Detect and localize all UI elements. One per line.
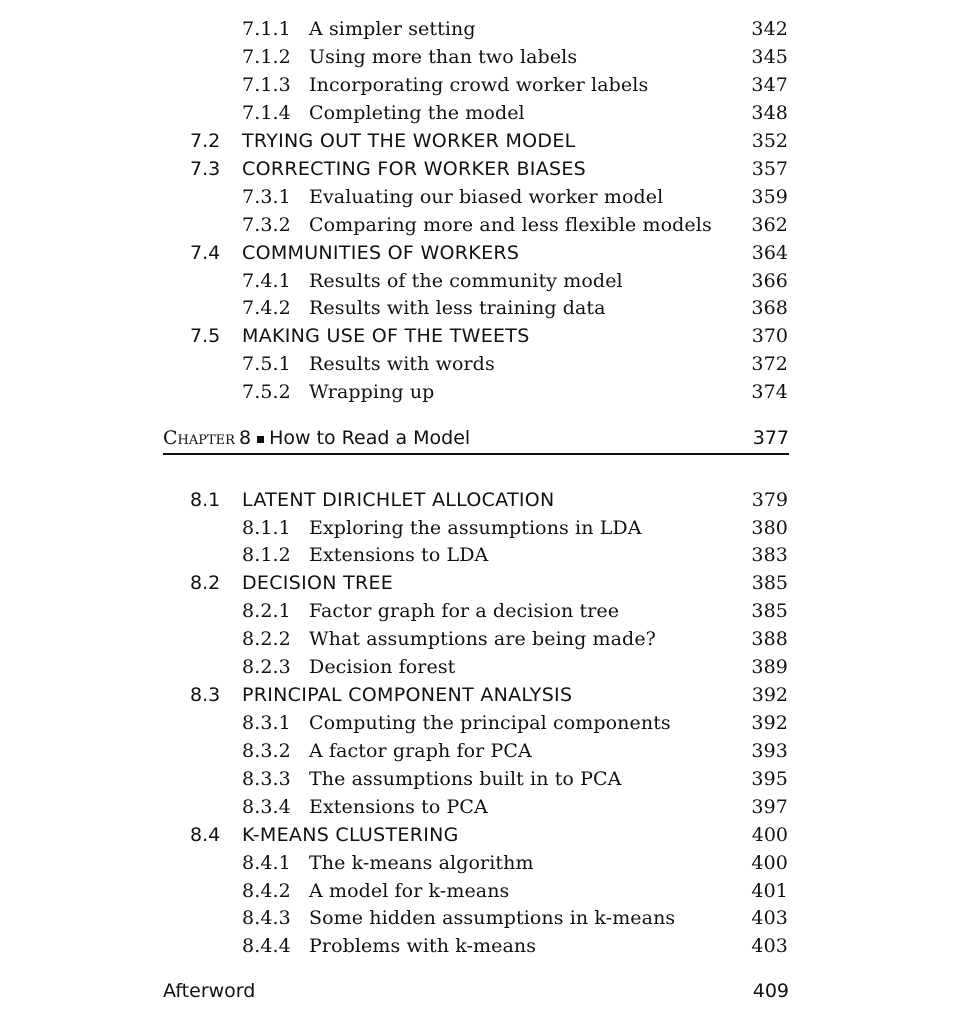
section-number: 7.4 <box>190 242 221 264</box>
toc-subsection[interactable] <box>0 183 969 211</box>
section-number: 7.3 <box>190 158 221 180</box>
section-number: 8.4 <box>190 824 221 846</box>
toc-subsection[interactable] <box>0 849 969 877</box>
toc-subsection[interactable] <box>0 737 969 765</box>
section-title: COMMUNITIES OF WORKERS <box>242 242 520 264</box>
toc-subsection[interactable] <box>0 71 969 99</box>
chapter-heading[interactable] <box>163 423 789 455</box>
chapter-title: How to Read a Model <box>269 427 471 449</box>
subsection-number: 7.1.2 <box>242 46 291 68</box>
toc-subsection[interactable] <box>0 514 969 542</box>
subsection-title: Extensions to PCA <box>309 796 488 818</box>
page-number: 357 <box>751 158 788 180</box>
page-number: 385 <box>751 572 788 594</box>
toc-subsection[interactable] <box>0 350 969 378</box>
square-bullet-icon <box>257 436 264 443</box>
subsection-number: 7.1.1 <box>242 18 291 40</box>
page-number: 362 <box>751 214 788 236</box>
subsection-number: 8.1.2 <box>242 544 291 566</box>
subsection-number: 8.3.3 <box>242 768 291 790</box>
section-number: 7.2 <box>190 130 221 152</box>
subsection-title: A model for k-means <box>309 880 510 902</box>
toc-subsection[interactable] <box>0 267 969 295</box>
subsection-title: The k-means algorithm <box>309 852 534 874</box>
section-title: PRINCIPAL COMPONENT ANALYSIS <box>242 684 573 706</box>
subsection-title: Results of the community model <box>309 270 623 292</box>
afterword-entry[interactable] <box>163 977 789 1005</box>
subsection-title: Comparing more and less flexible models <box>309 214 712 236</box>
subsection-number: 8.4.1 <box>242 852 291 874</box>
toc-subsection[interactable] <box>0 541 969 569</box>
toc-subsection[interactable] <box>0 15 969 43</box>
subsection-title: What assumptions are being made? <box>309 628 656 650</box>
subsection-title: Completing the model <box>309 102 525 124</box>
page-number: 403 <box>751 907 788 929</box>
subsection-title: Results with words <box>309 353 495 375</box>
subsection-number: 7.5.1 <box>242 353 291 375</box>
toc-section[interactable] <box>0 127 969 155</box>
subsection-title: Evaluating our biased worker model <box>309 186 664 208</box>
chapter-label: Chapter <box>163 427 235 449</box>
page-number: 403 <box>751 935 788 957</box>
section-number: 8.1 <box>190 489 221 511</box>
page-number: 392 <box>751 684 788 706</box>
toc-subsection[interactable] <box>0 653 969 681</box>
subsection-title: Some hidden assumptions in k-means <box>309 907 676 929</box>
toc-section[interactable] <box>0 681 969 709</box>
subsection-number: 7.1.3 <box>242 74 291 96</box>
subsection-title: Exploring the assumptions in LDA <box>309 517 642 539</box>
afterword-page-number: 409 <box>752 980 789 1002</box>
page-number: 380 <box>751 517 788 539</box>
subsection-number: 8.4.3 <box>242 907 291 929</box>
toc-subsection[interactable] <box>0 765 969 793</box>
page-number: 389 <box>751 656 788 678</box>
subsection-title: Decision forest <box>309 656 456 678</box>
section-number: 8.2 <box>190 572 221 594</box>
subsection-number: 7.5.2 <box>242 381 291 403</box>
toc-subsection[interactable] <box>0 294 969 322</box>
page-number: 388 <box>751 628 788 650</box>
toc-section[interactable] <box>0 821 969 849</box>
toc-subsection[interactable] <box>0 99 969 127</box>
section-title: TRYING OUT THE WORKER MODEL <box>242 130 576 152</box>
page-number: 401 <box>751 880 788 902</box>
toc-subsection[interactable] <box>0 597 969 625</box>
subsection-title: Incorporating crowd worker labels <box>309 74 649 96</box>
toc-subsection[interactable] <box>0 378 969 406</box>
subsection-number: 8.3.2 <box>242 740 291 762</box>
toc-section[interactable] <box>0 569 969 597</box>
subsection-title: Using more than two labels <box>309 46 578 68</box>
page-number: 397 <box>751 796 788 818</box>
subsection-number: 8.4.2 <box>242 880 291 902</box>
subsection-title: Computing the principal components <box>309 712 671 734</box>
chapter-number: 8 <box>238 427 252 449</box>
subsection-number: 8.2.3 <box>242 656 291 678</box>
subsection-number: 8.2.1 <box>242 600 291 622</box>
afterword-title: Afterword <box>163 980 256 1002</box>
toc-subsection[interactable] <box>0 904 969 932</box>
toc-subsection[interactable] <box>0 932 969 960</box>
toc-section[interactable] <box>0 155 969 183</box>
subsection-number: 7.4.2 <box>242 297 291 319</box>
section-title: MAKING USE OF THE TWEETS <box>242 325 530 347</box>
page-number: 385 <box>751 600 788 622</box>
page-number: 372 <box>751 353 788 375</box>
subsection-title: Extensions to LDA <box>309 544 489 566</box>
subsection-number: 8.2.2 <box>242 628 291 650</box>
page-number: 368 <box>751 297 788 319</box>
page-number: 342 <box>751 18 788 40</box>
page-number: 345 <box>751 46 788 68</box>
section-title: K-MEANS CLUSTERING <box>242 824 459 846</box>
page-number: 348 <box>751 102 788 124</box>
subsection-number: 8.3.1 <box>242 712 291 734</box>
toc-subsection[interactable] <box>0 211 969 239</box>
subsection-number: 7.3.2 <box>242 214 291 236</box>
subsection-title: Problems with k-means <box>309 935 537 957</box>
page-number: 393 <box>751 740 788 762</box>
subsection-number: 7.1.4 <box>242 102 291 124</box>
subsection-title: Factor graph for a decision tree <box>309 600 620 622</box>
subsection-number: 8.4.4 <box>242 935 291 957</box>
page-number: 400 <box>751 824 788 846</box>
page-number: 347 <box>751 74 788 96</box>
subsection-number: 8.1.1 <box>242 517 291 539</box>
page-number: 370 <box>751 325 788 347</box>
page-number: 364 <box>751 242 788 264</box>
page-number: 400 <box>751 852 788 874</box>
subsection-number: 7.3.1 <box>242 186 291 208</box>
page-number: 395 <box>751 768 788 790</box>
subsection-number: 8.3.4 <box>242 796 291 818</box>
subsection-title: A simpler setting <box>309 18 476 40</box>
chapter-page-number: 377 <box>752 427 789 449</box>
toc-section[interactable] <box>0 486 969 514</box>
subsection-number: 7.4.1 <box>242 270 291 292</box>
section-title: CORRECTING FOR WORKER BIASES <box>242 158 587 180</box>
toc-section[interactable] <box>0 239 969 267</box>
page-number: 379 <box>751 489 788 511</box>
section-title: DECISION TREE <box>242 572 394 594</box>
subsection-title: A factor graph for PCA <box>309 740 532 762</box>
toc-subsection[interactable] <box>0 877 969 905</box>
toc-subsection[interactable] <box>0 709 969 737</box>
page-number: 366 <box>751 270 788 292</box>
toc-subsection[interactable] <box>0 43 969 71</box>
page-number: 383 <box>751 544 788 566</box>
toc-section[interactable] <box>0 322 969 350</box>
subsection-title: Results with less training data <box>309 297 606 319</box>
toc-subsection[interactable] <box>0 793 969 821</box>
section-number: 8.3 <box>190 684 221 706</box>
page-number: 374 <box>751 381 788 403</box>
subsection-title: Wrapping up <box>309 381 435 403</box>
page-number: 359 <box>751 186 788 208</box>
page-number: 352 <box>751 130 788 152</box>
toc-subsection[interactable] <box>0 625 969 653</box>
section-title: LATENT DIRICHLET ALLOCATION <box>242 489 555 511</box>
section-number: 7.5 <box>190 325 221 347</box>
subsection-title: The assumptions built in to PCA <box>309 768 622 790</box>
page-number: 392 <box>751 712 788 734</box>
